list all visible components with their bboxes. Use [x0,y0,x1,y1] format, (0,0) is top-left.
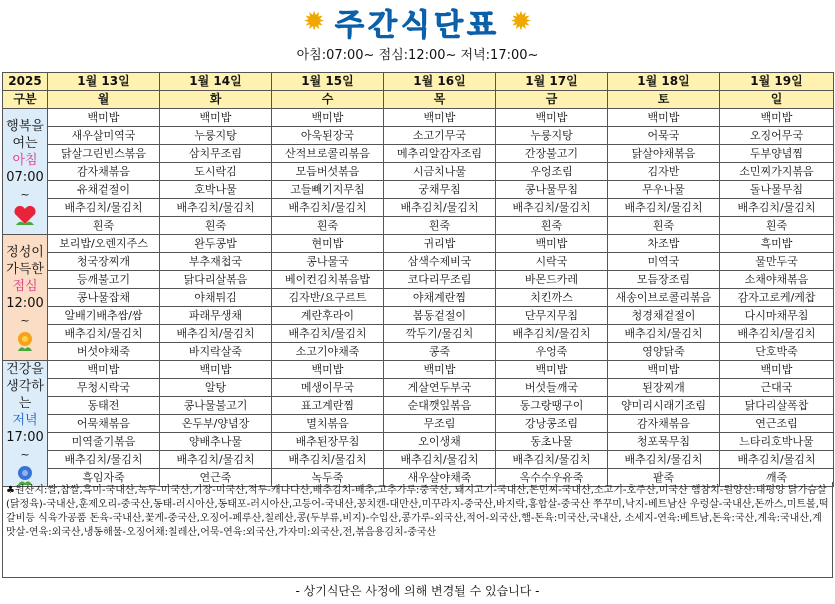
menu-item-cell: 양미리시래기조림 [608,397,720,415]
date-cell: 1월 17일 [496,73,608,91]
menu-item-cell: 닭다리살폭찹 [720,397,834,415]
date-cell: 1월 15일 [272,73,384,91]
menu-item-cell: 백미밥 [160,109,272,127]
date-cell: 1월 16일 [384,73,496,91]
menu-item-cell: 현미밥 [272,235,384,253]
breakfast-row [3,145,834,163]
lunch-row [3,289,834,307]
menu-item-cell: 아욱된장국 [272,127,384,145]
menu-item-cell: 산적브로콜리볶음 [272,145,384,163]
menu-item-cell: 누룽지탕 [496,127,608,145]
menu-item-cell: 백미밥 [384,361,496,379]
menu-item-cell: 소민찌가지볶음 [720,163,834,181]
date-row [3,73,834,91]
menu-item-cell: 간장불고기 [496,145,608,163]
menu-item-cell: 소고기무국 [384,127,496,145]
meal-label-meal: 점심 [12,278,38,294]
menu-item-cell: 연근죽 [160,469,272,487]
menu-item-cell: 모듬버섯볶음 [272,163,384,181]
menu-item-cell: 무우나물 [608,181,720,199]
menu-item-cell: 우엉죽 [496,343,608,361]
menu-item-cell: 버섯야채죽 [48,343,160,361]
menu-item-cell: 배추김치/물김치 [496,199,608,217]
meal-times: 아침:07:00~ 점심:12:00~ 저녁:17:00~ [296,48,539,63]
page-title: 주간식단표 [335,8,500,43]
weekday-cell: 일 [720,91,834,109]
menu-item-cell: 버섯들깨국 [496,379,608,397]
meal-label-line: 정성이 [6,244,44,260]
page-header [0,0,835,70]
menu-item-cell: 시락국 [496,253,608,271]
year-cell: 2025 [3,73,48,91]
menu-item-cell: 소고기야채죽 [272,343,384,361]
menu-item-cell: 백미밥 [720,109,834,127]
menu-item-cell: 무조림 [384,415,496,433]
menu-item-cell: 배추김치/물김치 [608,199,720,217]
menu-item-cell: 궁채무침 [384,181,496,199]
menu-item-cell: 미역국 [608,253,720,271]
title-row [0,4,835,43]
menu-item-cell: 백미밥 [608,109,720,127]
breakfast-row [3,217,834,235]
menu-item-cell: 귀리밥 [384,235,496,253]
dinner-row [3,397,834,415]
date-cell: 1월 18일 [608,73,720,91]
menu-item-cell: 백미밥 [160,361,272,379]
menu-item-cell: 야채계란찜 [384,289,496,307]
menu-item-cell: 백미밥 [608,361,720,379]
menu-item-cell: 계란후라이 [272,307,384,325]
menu-item-cell: 흑임자죽 [48,469,160,487]
meal-label-line: 여는 [12,135,38,151]
weekday-cell: 수 [272,91,384,109]
menu-item-cell: 온두부/양념장 [160,415,272,433]
menu-item-cell: 다시마채무침 [720,307,834,325]
menu-item-cell: 영양닭죽 [608,343,720,361]
meal-label-tilde: ~ [20,187,30,201]
menu-item-cell: 닭살그린빈스볶음 [48,145,160,163]
menu-item-cell: 김자반/요구르트 [272,289,384,307]
menu-item-cell: 배추김치/물김치 [720,199,834,217]
menu-item-cell: 동태전 [48,397,160,415]
menu-item-cell: 메추리알감자조림 [384,145,496,163]
menu-item-cell: 감자채볶음 [48,163,160,181]
menu-item-cell: 단무지무침 [496,307,608,325]
lunch-row [3,253,834,271]
menu-item-cell: 배추김치/물김치 [720,451,834,469]
menu-item-cell: 어묵채볶음 [48,415,160,433]
breakfast-row [3,181,834,199]
menu-item-cell: 배추김치/물김치 [272,325,384,343]
menu-item-cell: 배추김치/물김치 [272,199,384,217]
date-cell: 1월 13일 [48,73,160,91]
menu-item-cell: 완두콩밥 [160,235,272,253]
menu-item-cell: 바지락살죽 [160,343,272,361]
menu-item-cell: 흰죽 [608,217,720,235]
menu-item-cell: 도시락김 [160,163,272,181]
menu-item-cell: 부추재첩국 [160,253,272,271]
menu-item-cell: 삼색수제비국 [384,253,496,271]
menu-item-cell: 봄동겉절이 [384,307,496,325]
menu-item-cell: 백미밥 [48,361,160,379]
menu-item-cell: 메생이무국 [272,379,384,397]
dinner-row [3,415,834,433]
dinner-row [3,379,834,397]
menu-item-cell: 감자고로케/케찹 [720,289,834,307]
menu-item-cell: 배추김치/물김치 [608,451,720,469]
breakfast-row [3,127,834,145]
menu-item-cell: 감자채볶음 [608,415,720,433]
menu-item-cell: 콩나물국 [272,253,384,271]
weekday-row [3,91,834,109]
menu-item-cell: 흰죽 [720,217,834,235]
menu-item-cell: 흰죽 [272,217,384,235]
menu-item-cell: 흑미밥 [720,235,834,253]
menu-item-cell: 유채겉절이 [48,181,160,199]
menu-item-cell: 백미밥 [496,109,608,127]
lunch-row [3,325,834,343]
menu-item-cell: 닭살야채볶음 [608,145,720,163]
meal-label-line: 행복을 [6,118,44,134]
menu-item-cell: 호박나물 [160,181,272,199]
menu-item-cell: 백미밥 [496,361,608,379]
meal-table [2,72,834,487]
menu-item-cell: 백미밥 [272,109,384,127]
menu-item-cell: 알배기배추쌈/쌈 [48,307,160,325]
menu-item-cell: 배추김치/물김치 [496,451,608,469]
menu-item-cell: 흰죽 [48,217,160,235]
flower-icon [12,330,38,352]
menu-item-cell: 새송이브로콜리볶음 [608,289,720,307]
menu-item-cell: 등깨불고기 [48,271,160,289]
menu-item-cell: 청경채겉절이 [608,307,720,325]
menu-item-cell: 배추김치/물김치 [496,325,608,343]
weekday-cell: 토 [608,91,720,109]
menu-item-cell: 배추김치/물김치 [272,451,384,469]
menu-item-cell: 강낭콩조림 [496,415,608,433]
meal-label-line: 가득한 [6,261,44,277]
menu-item-cell: 우엉조림 [496,163,608,181]
menu-item-cell: 보리밥/오렌지주스 [48,235,160,253]
menu-item-cell: 연근조림 [720,415,834,433]
menu-item-cell: 새우살미역국 [48,127,160,145]
menu-item-cell: 흰죽 [160,217,272,235]
menu-item-cell: 코다리무조림 [384,271,496,289]
weekday-cell: 화 [160,91,272,109]
lunch-label [3,235,48,361]
meal-label-meal: 저녁 [12,413,38,428]
menu-item-cell: 배추김치/물김치 [160,325,272,343]
menu-item-cell: 배추김치/물김치 [48,451,160,469]
menu-item-cell: 동그랑땡구이 [496,397,608,415]
menu-item-cell: 고들빼기지무침 [272,181,384,199]
footer-note: - 상기식단은 사정에 의해 변경될 수 있습니다 - [295,584,540,598]
menu-item-cell: 소채야채볶음 [720,271,834,289]
menu-item-cell: 모듬장조림 [608,271,720,289]
menu-item-cell: 새우살야채죽 [384,469,496,487]
meal-label-time: 07:00 [6,169,44,185]
menu-item-cell: 양배추나물 [160,433,272,451]
date-cell: 1월 19일 [720,73,834,91]
weekday-cell: 금 [496,91,608,109]
menu-item-cell: 치킨까스 [496,289,608,307]
menu-item-cell: 백미밥 [48,109,160,127]
menu-item-cell: 녹두죽 [272,469,384,487]
menu-item-cell: 배추김치/물김치 [720,325,834,343]
meal-label-line: 건강을 [6,362,44,377]
menu-item-cell: 물만두국 [720,253,834,271]
menu-item-cell: 돌나물무침 [720,181,834,199]
menu-item-cell: 오이생채 [384,433,496,451]
menu-item-cell: 야채튀김 [160,289,272,307]
menu-item-cell: 된장찌개 [608,379,720,397]
menu-item-cell: 배추김치/물김치 [160,199,272,217]
breakfast-row [3,109,834,127]
menu-item-cell: 콩나물불고기 [160,397,272,415]
menu-item-cell: 깍두기/물김치 [384,325,496,343]
dinner-row [3,451,834,469]
menu-item-cell: 어묵국 [608,127,720,145]
menu-item-cell: 콩나물무침 [496,181,608,199]
sun-icon-left: ✹ [303,7,326,37]
date-cell: 1월 14일 [160,73,272,91]
heart-icon [12,204,38,226]
menu-item-cell: 베이컨김치볶음밥 [272,271,384,289]
menu-item-cell: 백미밥 [384,109,496,127]
meal-label-line: 는 [18,396,32,411]
breakfast-row [3,163,834,181]
menu-item-cell: 미역줄기볶음 [48,433,160,451]
lunch-row [3,235,834,253]
menu-item-cell: 동초나물 [496,433,608,451]
menu-item-cell: 배추김치/물김치 [384,451,496,469]
menu-item-cell: 콩죽 [384,343,496,361]
menu-item-cell: 백미밥 [496,235,608,253]
menu-item-cell: 표고계란찜 [272,397,384,415]
menu-item-cell: 청국장찌개 [48,253,160,271]
menu-item-cell: 게살연두부국 [384,379,496,397]
category-label: 구분 [3,91,48,109]
dinner-row [3,433,834,451]
menu-item-cell: 삼치무조림 [160,145,272,163]
dinner-row [3,361,834,379]
lunch-row [3,271,834,289]
menu-item-cell: 느타리호박나물 [720,433,834,451]
meal-label-time: 12:00 [6,295,44,311]
menu-item-cell: 깨죽 [720,469,834,487]
menu-item-cell: 흰죽 [384,217,496,235]
meal-label-meal: 아침 [12,152,38,168]
menu-item-cell: 차조밥 [608,235,720,253]
menu-item-cell: 백미밥 [272,361,384,379]
weekday-cell: 월 [48,91,160,109]
breakfast-label [3,109,48,235]
menu-item-cell: 배추김치/물김치 [160,451,272,469]
meal-label-time: 17:00 [6,430,44,445]
meal-label-tilde: ~ [20,448,30,461]
meal-label-line: 생각하 [6,379,44,394]
menu-item-cell: 두부양념찜 [720,145,834,163]
breakfast-row [3,199,834,217]
dinner-label [3,361,48,487]
menu-item-cell: 근대국 [720,379,834,397]
menu-item-cell: 시금치나물 [384,163,496,181]
meal-label-tilde: ~ [20,313,30,327]
menu-item-cell: 누룽지탕 [160,127,272,145]
menu-item-cell: 순대깻잎볶음 [384,397,496,415]
lunch-row [3,307,834,325]
menu-item-cell: 배추김치/물김치 [48,199,160,217]
menu-item-cell: 알탕 [160,379,272,397]
menu-item-cell: 배추김치/물김치 [608,325,720,343]
sun-icon-right: ✹ [509,7,532,37]
lunch-row [3,343,834,361]
menu-item-cell: 팥죽 [608,469,720,487]
menu-item-cell: 배추된장무침 [272,433,384,451]
menu-item-cell: 단호박죽 [720,343,834,361]
menu-item-cell: 무청시락국 [48,379,160,397]
origin-info: ♣원산지:쌀,찹쌀,흑미-국내산,녹두-미국산,기장-미국산,적두-캐나다산,배추김치-배추,고추가루:중국산, 돼지고기-국내산,돈민찌-국내산,소고기-호주산,미국산 햄참치-원양산:태평양 닭가슴살(닭정육)-국내산,훈제오리-중국산,동태-러시아산,동태포-러시아산,고등어-국내산,꽁치캔-대만산,미꾸라지-중국산,바지락,홍합살-중국산 쭈꾸미,낙지-베트남산 우렁살-국내산,돈까스,미트볼,떡갈비등 식육가공품 돈육-국내산,꽃게-중국산,오징어-페루산,칠레산,콩(두부류,비지)-수입산,콩가루-외국산,적어-외국산,햄-돈육:미국산,국내산, 소세지-연육:베트남,돈육:국산,계육:국내산,계맛살-연육:외국산,냉동해물-오징어채:칠레산,어묵-연육:외국산,가자미:외국산,전,볶음용김치-중국산 [2,482,833,578]
menu-item-cell: 바몬드카레 [496,271,608,289]
menu-item-cell: 옥수수우유죽 [496,469,608,487]
weekday-cell: 목 [384,91,496,109]
menu-item-cell: 닭다리살볶음 [160,271,272,289]
menu-item-cell: 파래무생채 [160,307,272,325]
menu-item-cell: 김자반 [608,163,720,181]
menu-item-cell: 백미밥 [720,361,834,379]
menu-item-cell: 청포묵무침 [608,433,720,451]
menu-item-cell: 오징어무국 [720,127,834,145]
menu-item-cell: 배추김치/물김치 [48,325,160,343]
menu-item-cell: 흰죽 [496,217,608,235]
menu-item-cell: 콩나물잡채 [48,289,160,307]
menu-item-cell: 배추김치/물김치 [384,199,496,217]
menu-item-cell: 멸치볶음 [272,415,384,433]
